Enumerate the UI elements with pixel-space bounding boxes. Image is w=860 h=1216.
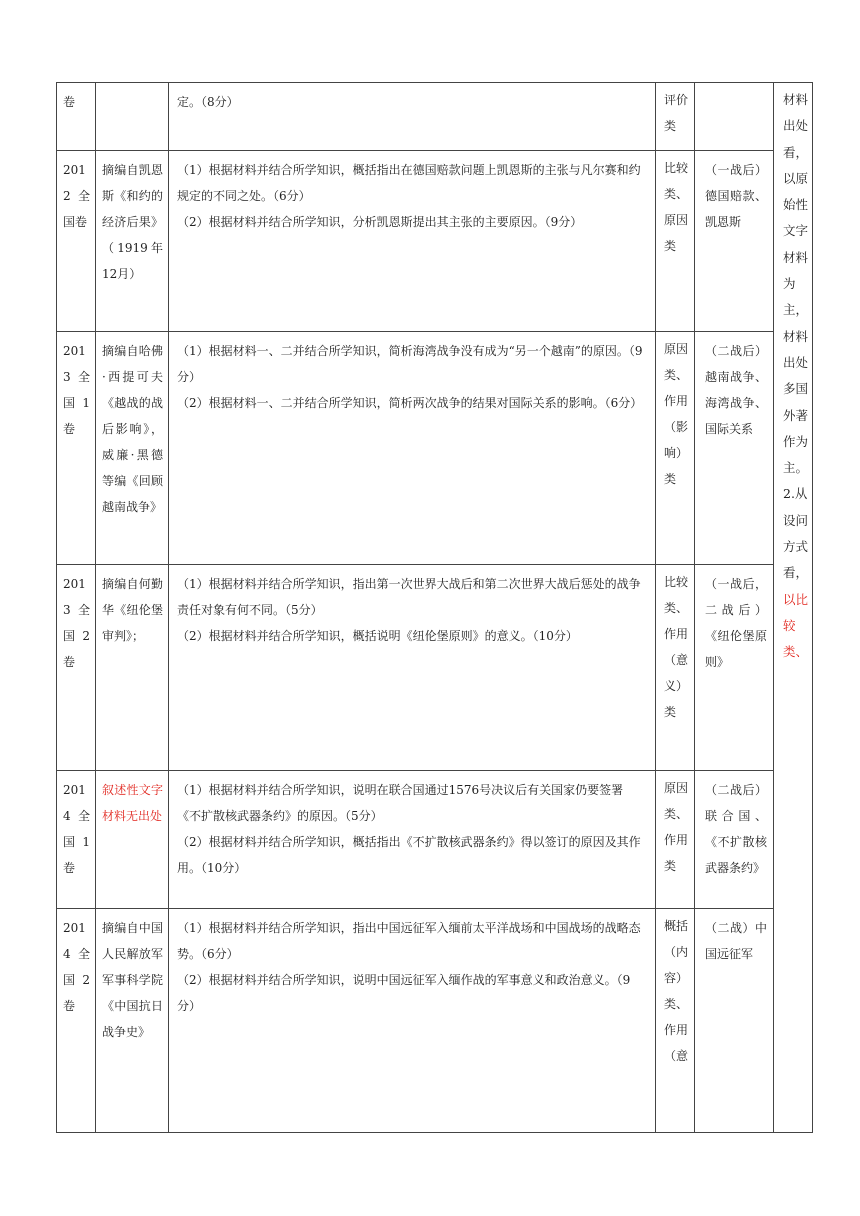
type-cell: 评价类 (664, 93, 689, 133)
question-cell (169, 565, 655, 649)
year-cell: 2014全国2卷 (63, 921, 90, 1013)
question-text: （2）根据材料并结合所学知识，分析凯恩斯提出其主张的主要原因。（9分） (177, 215, 583, 229)
table-row (57, 151, 813, 332)
question-text: （1）根据材料并结合所学知识，概括指出在德国赔款问题上凯恩斯的主张与凡尔赛和约规定的不同之处。（6分） (177, 163, 641, 203)
topic-cell: （二战后）越南战争、海湾战争、国际关系 (705, 344, 767, 436)
summary-note (774, 83, 812, 666)
question-cell (169, 332, 655, 416)
question-text: （2）根据材料并结合所学知识，概括指出《不扩散核武器条约》得以签订的原因及其作用。（10分） (177, 835, 641, 875)
source-cell: 摘编自何勤华《纽伦堡审判》； (102, 577, 163, 643)
summary-note-text: 材料出处看，以原始性文字材料为主，材料出处多国外著作为主。2.从设问方式看， (783, 92, 809, 581)
question-text: （1）根据材料并结合所学知识，说明在联合国通过1576号决议后有关国家仍要签署《不扩散核武器条约》的原因。（5分） (177, 783, 624, 823)
type-cell: 比较类、原因类 (664, 161, 689, 253)
type-cell: 原因类、作用类 (664, 781, 689, 873)
type-cell: 概括（内容）类、作用（意 (664, 919, 689, 1063)
type-cell: 比较类、作用（意义）类 (664, 575, 689, 719)
topic-cell (695, 83, 773, 89)
source-cell: 摘编自哈佛·西提可夫《越战的战后影响》，威廉·黑德等编《回顾越南战争》 (102, 344, 163, 514)
table-row (57, 771, 813, 909)
year-cell: 2013全国1卷 (63, 344, 90, 436)
year-cell: 2013全国2卷 (63, 577, 90, 669)
table-row (57, 909, 813, 1133)
source-cell: 摘编自凯恩斯《和约的经济后果》（1919年12月） (102, 163, 163, 281)
topic-cell: （二战）中国远征军 (705, 921, 767, 961)
question-text: （2）根据材料并结合所学知识，概括说明《纽伦堡原则》的意义。（10分） (177, 629, 578, 643)
question-text: 定。（8分） (177, 95, 239, 109)
source-cell (96, 83, 168, 89)
question-text: （1）根据材料并结合所学知识，指出中国远征军入缅前太平洋战场和中国战场的战略态势。（6分） (177, 921, 641, 961)
year-cell: 卷 (63, 95, 76, 109)
type-cell: 原因类、作用（影响）类 (664, 342, 689, 486)
topic-cell: （一战后）德国赔款、凯恩斯 (705, 163, 767, 229)
question-cell (169, 771, 655, 881)
question-text: （2）根据材料并结合所学知识，说明中国远征军入缅作战的军事意义和政治意义。（9分） (177, 973, 631, 1013)
year-cell: 2014全国1卷 (63, 783, 90, 875)
year-cell: 2012全国卷 (63, 163, 90, 229)
question-text: （1）根据材料并结合所学知识，指出第一次世界大战后和第二次世界大战后惩处的战争责任对象有何不同。（5分） (177, 577, 641, 617)
source-cell: 叙述性文字材料无出处 (102, 783, 163, 823)
exam-analysis-table (56, 82, 813, 1133)
source-cell: 摘编自中国人民解放军军事科学院《中国抗日战争史》 (102, 921, 163, 1039)
topic-cell: （一战后，二战后）《纽伦堡原则》 (705, 577, 767, 669)
table-row (57, 332, 813, 565)
table-row (57, 83, 813, 151)
summary-note-highlight: 以比较类、 (783, 591, 809, 660)
question-cell (169, 909, 655, 1019)
question-cell (169, 83, 655, 115)
table-row (57, 565, 813, 771)
question-text: （1）根据材料一、二并结合所学知识，简析海湾战争没有成为“另一个越南”的原因。（9分） (177, 344, 643, 384)
topic-cell: （二战后）联合国、《不扩散核武器条约》 (705, 783, 767, 875)
question-text: （2）根据材料一、二并结合所学知识，简析两次战争的结果对国际关系的影响。（6分） (177, 396, 643, 410)
question-cell (169, 151, 655, 235)
